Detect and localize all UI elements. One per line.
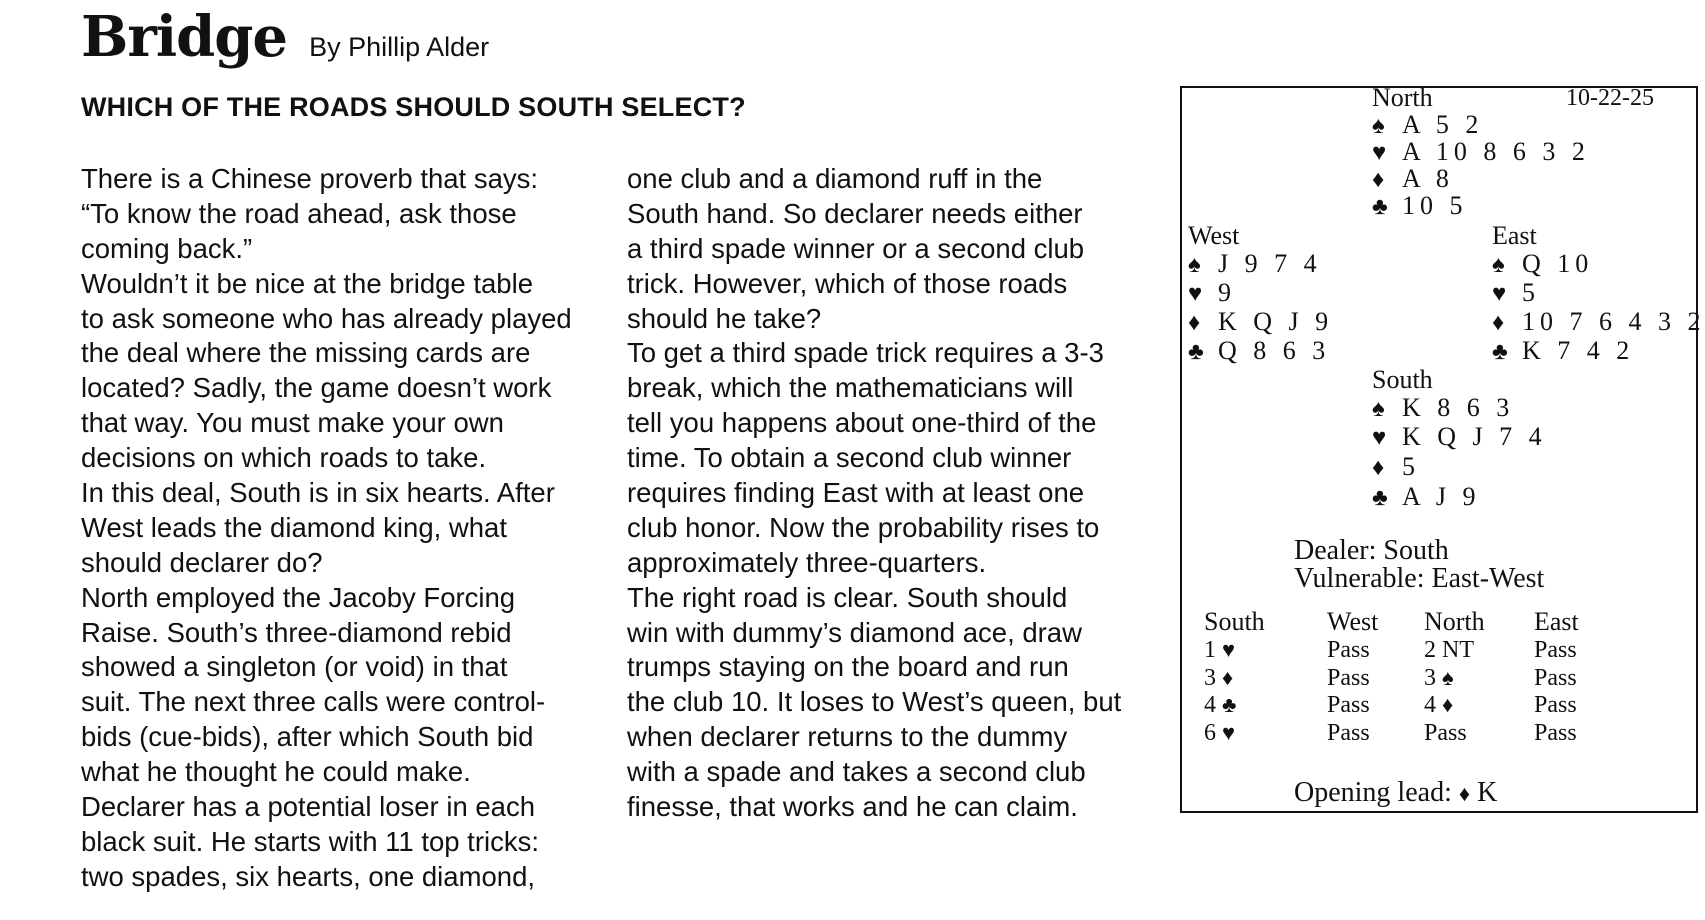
auction-call: Pass xyxy=(1327,692,1370,718)
suit-icon: ♥ xyxy=(1222,719,1236,745)
article-line: To get a third spade trick requires a 3-3 xyxy=(627,337,1104,369)
east-hearts: ♥ 5 xyxy=(1492,278,1540,307)
auction-call: Pass xyxy=(1534,719,1577,746)
north-clubs: ♣ 10 5 xyxy=(1372,191,1468,220)
east-label: East xyxy=(1492,221,1537,250)
article-line: coming back.” xyxy=(81,232,253,264)
club-icon: ♣ xyxy=(1372,194,1388,220)
club-icon: ♣ xyxy=(1188,339,1204,365)
west-clubs: ♣ Q 8 6 3 xyxy=(1188,336,1331,365)
auction-call: 3 ♦ xyxy=(1204,664,1234,691)
north-spades: ♠ A 5 2 xyxy=(1372,110,1484,139)
spade-icon: ♠ xyxy=(1372,396,1385,422)
article-line: Wouldn’t it be nice at the bridge table xyxy=(81,267,534,299)
diamond-icon: ♦ xyxy=(1372,455,1385,481)
north-diamonds: ♦ A 8 xyxy=(1372,164,1454,193)
auction-header: West xyxy=(1327,607,1379,636)
article-line: West leads the diamond king, what xyxy=(81,511,507,543)
auction-call: 3 ♠ xyxy=(1424,664,1454,691)
auction-call: 4 ♦ xyxy=(1424,692,1454,718)
east-diamonds: ♦ 10 7 6 4 3 2 xyxy=(1492,307,1705,336)
article-line: approximately three-quarters. xyxy=(627,546,987,578)
diamond-icon: ♦ xyxy=(1492,310,1505,336)
deal-date: 10-22-25 xyxy=(1566,85,1654,111)
article-line: Raise. South’s three-diamond rebid xyxy=(81,616,512,648)
masthead xyxy=(81,4,489,70)
article-line: trick. However, which of those roads xyxy=(627,267,1068,299)
auction-call: 2 NT xyxy=(1424,637,1474,663)
article-line: when declarer returns to the dummy xyxy=(627,721,1068,753)
heart-icon: ♥ xyxy=(1372,140,1387,166)
auction-header: South xyxy=(1204,607,1265,636)
article-line: the club 10. It loses to West’s queen, but xyxy=(627,686,1122,718)
article-headline: WHICH OF THE ROADS SHOULD SOUTH SELECT? xyxy=(81,92,746,122)
article-line: break, which the mathematicians will xyxy=(627,372,1074,404)
suit-icon: ♥ xyxy=(1222,637,1236,662)
heart-icon: ♥ xyxy=(1492,281,1507,307)
article-line: with a spade and takes a second club xyxy=(627,756,1086,788)
auction-call: 4 ♣ xyxy=(1204,692,1237,718)
heart-icon: ♥ xyxy=(1188,281,1203,307)
spade-icon: ♠ xyxy=(1372,113,1385,139)
south-label: South xyxy=(1372,365,1433,394)
auction-header: East xyxy=(1534,607,1579,636)
diamond-icon: ♦ xyxy=(1188,310,1201,336)
article-line: South hand. So declarer needs either xyxy=(627,197,1083,229)
article-column-2 xyxy=(627,162,1157,825)
west-label: West xyxy=(1188,221,1240,250)
east-clubs: ♣ K 7 4 2 xyxy=(1492,336,1635,365)
vulnerability-info: Vulnerable: East-West xyxy=(1294,563,1545,594)
article-line: two spades, six hearts, one diamond, xyxy=(81,860,536,892)
east-spades: ♠ Q 10 xyxy=(1492,249,1594,278)
article-line: to ask someone who has already played xyxy=(81,302,572,334)
south-diamonds: ♦ 5 xyxy=(1372,452,1420,481)
article-line: Declarer has a potential loser in each xyxy=(81,791,536,823)
auction-call: Pass xyxy=(1534,692,1577,718)
auction-call: Pass xyxy=(1327,637,1370,663)
auction-call: Pass xyxy=(1327,664,1370,691)
suit-icon: ♣ xyxy=(1222,692,1237,717)
heart-icon: ♥ xyxy=(1372,425,1387,451)
club-icon: ♣ xyxy=(1492,339,1508,365)
auction-header: North xyxy=(1424,607,1485,636)
article-line: suit. The next three calls were control- xyxy=(81,686,546,718)
article-line: requires finding East with at least one xyxy=(627,477,1085,509)
south-hearts: ♥ K Q J 7 4 xyxy=(1372,422,1547,451)
auction-call: 1 ♥ xyxy=(1204,637,1236,663)
north-label: North xyxy=(1372,83,1433,112)
article-line: “To know the road ahead, ask those xyxy=(81,197,517,229)
article-line: North employed the Jacoby Forcing xyxy=(81,581,516,613)
article-line: a third spade winner or a second club xyxy=(627,232,1085,264)
suit-icon: ♠ xyxy=(1442,664,1454,690)
article-line: club honor. Now the probability rises to xyxy=(627,511,1100,543)
dealer-info: Dealer: South xyxy=(1294,535,1449,566)
article-line: showed a singleton (or void) in that xyxy=(81,651,508,683)
article-line: trumps staying on the board and run xyxy=(627,651,1069,683)
article-line: win with dummy’s diamond ace, draw xyxy=(627,616,1082,648)
auction-call: 6 ♥ xyxy=(1204,719,1236,746)
article-line: decisions on which roads to take. xyxy=(81,442,487,474)
diamond-icon: ♦ xyxy=(1372,167,1385,193)
auction-call: Pass xyxy=(1424,719,1467,746)
south-spades: ♠ K 8 6 3 xyxy=(1372,393,1515,422)
article-line: one club and a diamond ruff in the xyxy=(627,163,1043,194)
article-line: bids (cue-bids), after which South bid xyxy=(81,721,534,753)
article-line: black suit. He starts with 11 top tricks: xyxy=(81,825,539,857)
article-line: time. To obtain a second club winner xyxy=(627,442,1072,474)
article-line: should he take? xyxy=(627,302,822,334)
west-hearts: ♥ 9 xyxy=(1188,278,1236,307)
deal-diagram xyxy=(1180,83,1705,813)
west-spades: ♠ J 9 7 4 xyxy=(1188,249,1322,278)
article-line: There is a Chinese proverb that says: xyxy=(81,163,539,194)
auction-call: Pass xyxy=(1534,664,1577,691)
article-line: finesse, that works and he can claim. xyxy=(627,791,1078,823)
west-diamonds: ♦ K Q J 9 xyxy=(1188,307,1334,336)
article-line: tell you happens about one-third of the xyxy=(627,407,1097,439)
byline: By Phillip Alder xyxy=(309,32,490,62)
south-clubs: ♣ A J 9 xyxy=(1372,482,1481,511)
opening-lead: Opening lead: ♦ K xyxy=(1294,777,1498,808)
spade-icon: ♠ xyxy=(1492,252,1505,278)
article-line: the deal where the missing cards are xyxy=(81,337,531,369)
article-line: In this deal, South is in six hearts. After xyxy=(81,477,555,509)
diamond-icon: ♦ xyxy=(1458,781,1471,806)
suit-icon: ♦ xyxy=(1442,692,1454,717)
auction-call: Pass xyxy=(1327,719,1370,746)
club-icon: ♣ xyxy=(1372,485,1388,511)
north-hearts: ♥ A 10 8 6 3 2 xyxy=(1372,137,1590,166)
auction-call: Pass xyxy=(1534,637,1577,663)
spade-icon: ♠ xyxy=(1188,252,1201,278)
article-line: The right road is clear. South should xyxy=(627,581,1068,613)
article-line: that way. You must make your own xyxy=(81,407,504,439)
article-line: located? Sadly, the game doesn’t work xyxy=(81,372,552,404)
article-line: what he thought he could make. xyxy=(81,756,471,788)
article-line: should declarer do? xyxy=(81,546,323,578)
suit-icon: ♦ xyxy=(1222,664,1234,690)
article-column-1 xyxy=(81,162,601,895)
column-title: Bridge xyxy=(81,4,288,70)
